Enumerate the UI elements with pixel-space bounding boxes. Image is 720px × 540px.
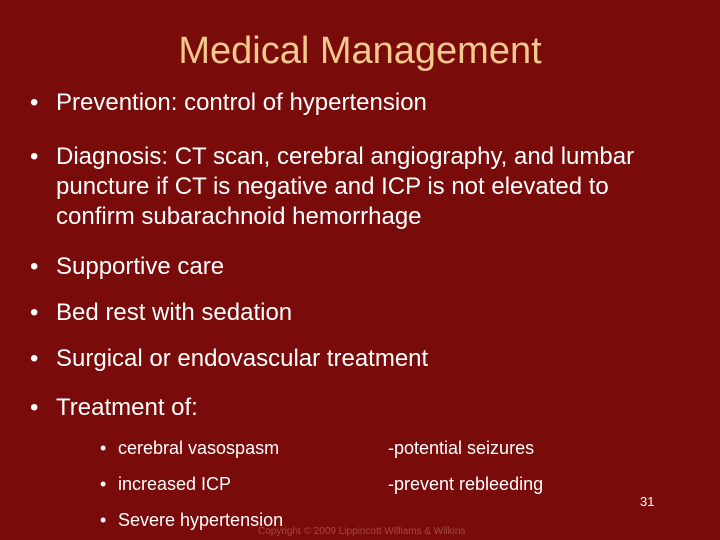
bullet-prevention [30,88,696,118]
sub-bullet-hypertension [100,509,283,531]
bullet-text: Supportive care [56,253,225,280]
bullet-surgical [30,344,696,374]
bullet-bed-rest [30,298,696,328]
slide-title: Medical Management [178,30,542,72]
bullet-text: Bed rest with sedation [56,299,293,326]
sub-right-seizures: -potential seizures [388,438,535,458]
bullet-dot: • [30,143,39,170]
sub-bullet-icp [100,473,231,495]
bullet-text: Diagnosis: CT scan, cerebral angiography, and lumbar puncture if CT is negative and ICP is not elevated to confirm subarachnoid hemorrhage [56,143,635,230]
bullet-dot: • [100,474,107,494]
sub-bullet-text: increased ICP [118,474,232,494]
bullet-dot: • [30,253,39,280]
bullet-text: Prevention: control of hypertension [56,89,427,116]
bullet-dot: • [100,438,107,458]
bullet-dot: • [30,345,39,372]
copyright-footer: Copyright © 2009 Lippincott Williams & Wilkins [258,526,466,537]
sub-right-rebleeding: -prevent rebleeding [388,474,544,494]
bullet-supportive-care [30,252,696,282]
page-number: 31 [640,494,655,509]
bullet-dot: • [30,299,39,326]
bullet-diagnosis [30,142,666,232]
bullet-dot: • [100,510,107,530]
sub-bullet-text: Severe hypertension [118,510,284,530]
sub-bullet-vasospasm [100,437,279,459]
sub-bullet-text: cerebral vasospasm [118,438,280,458]
bullet-text: Surgical or endovascular treatment [56,345,429,372]
bullet-treatment-of [30,393,696,423]
bullet-dot: • [30,394,39,421]
bullet-dot: • [30,89,39,116]
bullet-text: Treatment of: [56,394,198,421]
